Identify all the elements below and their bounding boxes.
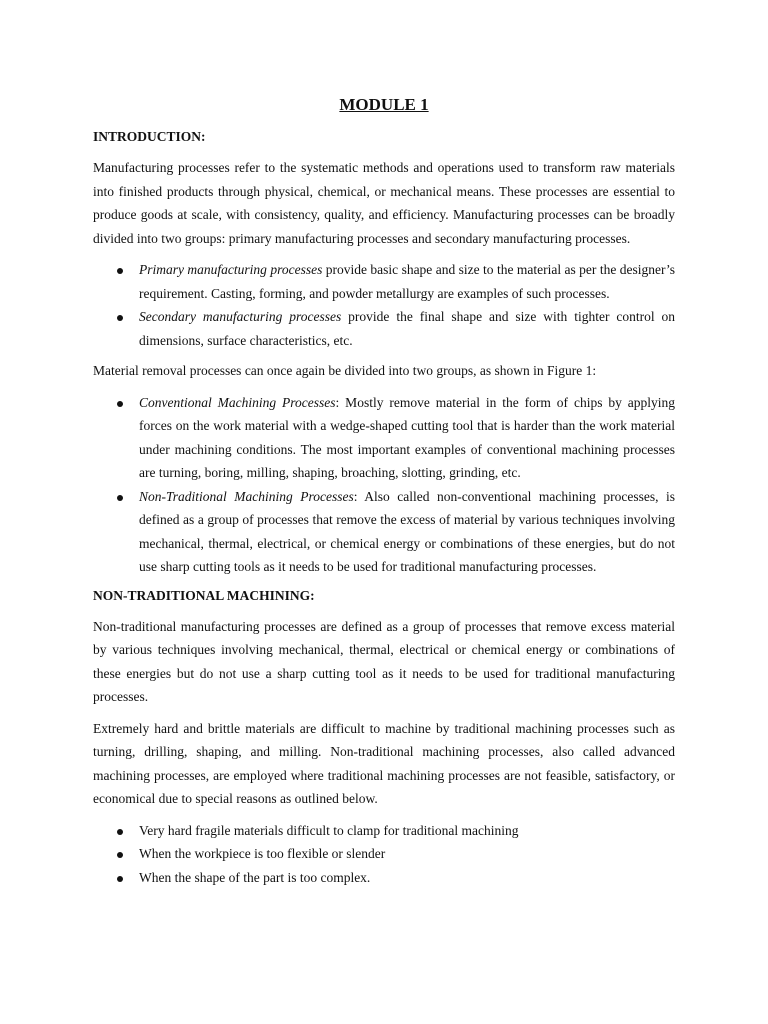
- bullet-term: Primary manufacturing processes: [139, 262, 323, 277]
- list-item: [93, 485, 675, 579]
- bullet-term: Non-Traditional Machining Processes: [139, 488, 354, 504]
- reasons-list: [93, 819, 675, 890]
- bullet-icon: [117, 401, 123, 407]
- bullet-text: Very hard fragile materials difficult to clamp for traditional machining: [139, 822, 519, 838]
- bullet-text: When the shape of the part is too complex.: [139, 869, 371, 885]
- bullet-icon: [117, 495, 123, 501]
- bullet-icon: [117, 829, 123, 835]
- bullet-icon: [117, 315, 123, 321]
- non-traditional-heading: NON-TRADITIONAL MACHINING:: [93, 587, 315, 603]
- list-item: [93, 842, 675, 866]
- machining-types-list: [93, 391, 675, 579]
- list-item: [93, 866, 675, 890]
- bullet-text: provide basic shape and size to the material as per the designer’s requirement. Casting, forming, and powder metallurgy are examples of such processes.: [139, 262, 675, 301]
- bullet-icon: [117, 268, 123, 274]
- introduction-paragraph: Manufacturing processes refer to the systematic methods and operations used to transform raw materials into finished products through physical, chemical, or mechanical means. These processes are essential to produce goods at scale, with consistency, quality, and efficiency. Manufacturing processes can be broadly divided into two groups: primary manufacturing processes and secondary manufacturing processes.: [93, 160, 675, 246]
- bullet-text: : Also called non-conventional machining processes, is defined as a group of processes that remove the excess of material by various techniques involving mechanical, thermal, electrical, or chemical energy or combinations of these energies, but do not use sharp cutting tools as it needs to be used for traditional manufacturing processes.: [139, 488, 675, 574]
- bullet-text: : Mostly remove material in the form of chips by applying forces on the work material with a wedge-shaped cutting tool that is harder than the work material under machining conditions. The most important examples of conventional machining processes are turning, boring, milling, shaping, broaching, slotting, grinding, etc.: [139, 394, 676, 480]
- list-item: [93, 391, 675, 485]
- non-traditional-paragraph-1: Non-traditional manufacturing processes are defined as a group of processes that remove excess material by various techniques involving mechanical, thermal, electrical or chemical energy or combinations of these energies but do not use a sharp cutting tool as it needs to be used for traditional manufacturing processes.: [93, 618, 675, 704]
- module-title: MODULE 1: [339, 95, 429, 114]
- introduction-heading: INTRODUCTION:: [93, 129, 206, 144]
- list-item: [93, 305, 675, 352]
- document-body: [93, 95, 675, 896]
- bullet-term: Secondary manufacturing processes: [139, 309, 342, 324]
- bullet-term: Conventional Machining Processes: [139, 394, 336, 410]
- bullet-icon: [117, 876, 123, 882]
- list-item: [93, 258, 675, 305]
- bullet-text: When the workpiece is too flexible or slender: [139, 846, 386, 861]
- bullet-text: provide the final shape and size with tighter control on dimensions, surface characteristics, etc.: [139, 309, 675, 348]
- material-removal-paragraph: Material removal processes can once again be divided into two groups, as shown in Figure 1:: [93, 363, 597, 378]
- list-item: [93, 819, 675, 843]
- process-types-list: [93, 258, 675, 352]
- bullet-icon: [117, 852, 123, 858]
- non-traditional-paragraph-2: Extremely hard and brittle materials are difficult to machine by traditional machining processes such as turning, drilling, shaping, and milling. Non-traditional machining processes, also called advanced machining processes, are employed where traditional machining processes are not feasible, satisfactory, or economical due to special reasons as outlined below.: [93, 720, 675, 806]
